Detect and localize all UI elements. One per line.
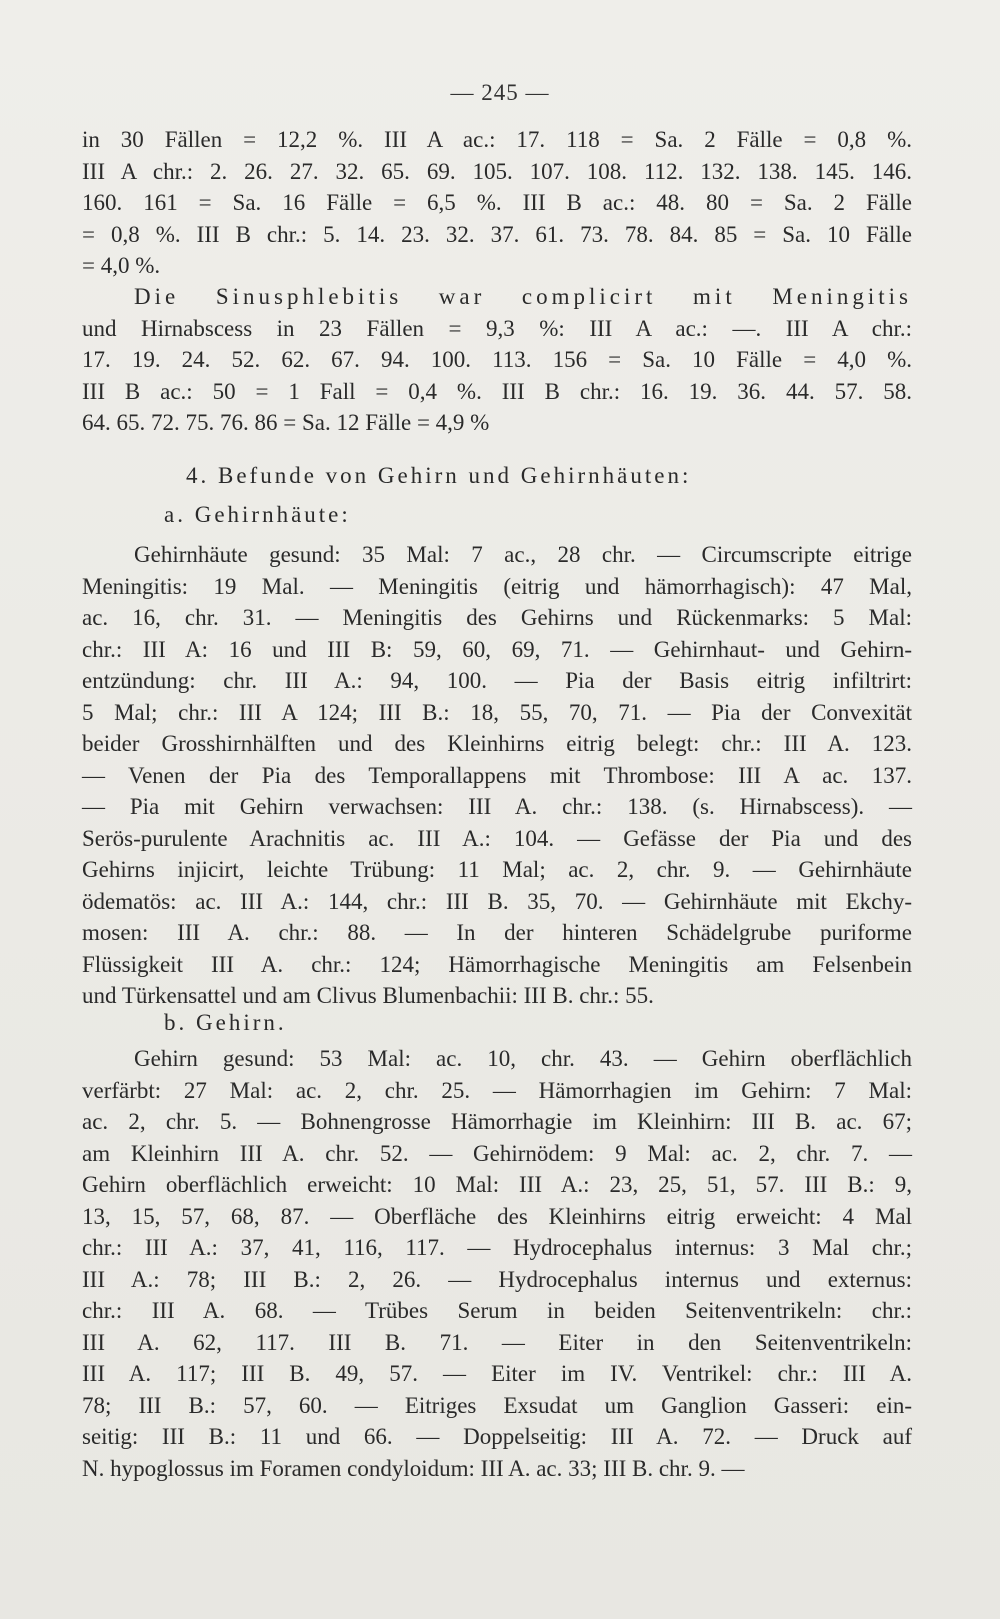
text-line: Serös-purulente Arachnitis ac. III A.: 104. — Gefässe der Pia und des bbox=[82, 825, 912, 851]
text-line: Gehirn gesund: 53 Mal: ac. 10, chr. 43. — Gehirn oberflächlich bbox=[134, 1046, 912, 1071]
text-line: mosen: III A. chr.: 88. — In der hinteren Schädelgrube puriforme bbox=[82, 920, 912, 945]
section-heading: 4. Befunde von Gehirn und Gehirnhäuten: bbox=[186, 463, 692, 488]
text-line: 64. 65. 72. 75. 76. 86 = Sa. 12 Fälle = 4,9 % bbox=[82, 410, 490, 435]
text-line: 17. 19. 24. 52. 62. 67. 94. 100. 113. 156 = Sa. 10 Fälle = 4,0 %. bbox=[82, 347, 912, 372]
text-line: und Hirnabscess in 23 Fällen = 9,3 %: III A ac.: —. III A chr.: bbox=[82, 315, 912, 341]
text-line: III A.: 78; III B.: 2, 26. — Hydrocephalus internus und externus: bbox=[82, 1266, 912, 1292]
text-line: — Pia mit Gehirn verwachsen: III A. chr.: 138. (s. Hirnabscess). — bbox=[82, 794, 912, 819]
text-line: III A. 62, 117. III B. 71. — Eiter in den Seitenventrikeln: bbox=[82, 1329, 912, 1355]
text-line: 160. 161 = Sa. 16 Fälle = 6,5 %. III B ac.: 48. 80 = Sa. 2 Fälle bbox=[82, 190, 912, 215]
text-line: III A chr.: 2. 26. 27. 32. 65. 69. 105. 107. 108. 112. 132. 138. 145. 146. bbox=[82, 158, 912, 184]
paragraph-statistics-continued bbox=[82, 124, 912, 282]
text-line: chr.: III A: 16 und III B: 59, 60, 69, 71. — Gehirnhaut- und Gehirn- bbox=[82, 636, 912, 662]
subsection-heading-brain: b. Gehirn. bbox=[164, 1010, 287, 1035]
text-line: entzündung: chr. III A.: 94, 100. — Pia der Basis eitrig infiltrirt: bbox=[82, 668, 912, 693]
text-line: 13, 15, 57, 68, 87. — Oberfläche des Kleinhirns eitrig erweicht: 4 Mal bbox=[82, 1203, 912, 1229]
text-line: III A. 117; III B. 49, 57. — Eiter im IV. Ventrikel: chr.: III A. bbox=[82, 1361, 912, 1386]
text-line: N. hypoglossus im Foramen condyloidum: III A. ac. 33; III B. chr. 9. — bbox=[82, 1455, 745, 1481]
text-line: Gehirns injicirt, leichte Trübung: 11 Mal; ac. 2, chr. 9. — Gehirnhäute bbox=[82, 857, 912, 882]
text-line: am Kleinhirn III A. chr. 52. — Gehirnödem: 9 Mal: ac. 2, chr. 7. — bbox=[82, 1140, 912, 1166]
paragraph-brain bbox=[82, 1043, 912, 1484]
text-line: chr.: III A. 68. — Trübes Serum in beiden Seitenventrikeln: chr.: bbox=[82, 1298, 912, 1323]
paragraph-meninges bbox=[82, 539, 912, 1012]
text-line: = 4,0 %. bbox=[82, 253, 161, 278]
text-line: verfärbt: 27 Mal: ac. 2, chr. 25. — Hämorrhagien im Gehirn: 7 Mal: bbox=[82, 1077, 912, 1103]
text-line: Gehirnhäute gesund: 35 Mal: 7 ac., 28 chr. — Circumscripte eitrige bbox=[134, 542, 912, 567]
text-line: ac. 16, chr. 31. — Meningitis des Gehirns und Rückenmarks: 5 Mal: bbox=[82, 605, 912, 630]
text-line: 78; III B.: 57, 60. — Eitriges Exsudat um Ganglion Gasseri: ein- bbox=[82, 1392, 912, 1418]
subsection-heading-meninges: a. Gehirnhäute: bbox=[164, 502, 351, 527]
text-line: Meningitis: 19 Mal. — Meningitis (eitrig und hämorrhagisch): 47 Mal, bbox=[82, 573, 912, 599]
subsection-b-wrapper bbox=[82, 1007, 912, 1039]
page-number: — 245 — bbox=[450, 80, 550, 105]
text-line: III B ac.: 50 = 1 Fall = 0,4 %. III B chr.: 16. 19. 36. 44. 57. 58. bbox=[82, 378, 912, 404]
text-line: Die Sinusphlebitis war complicirt mit Meningitis bbox=[134, 284, 912, 309]
text-line: = 0,8 %. III B chr.: 5. 14. 23. 32. 37. 61. 73. 78. 84. 85 = Sa. 10 Fälle bbox=[82, 221, 912, 247]
text-line: Flüssigkeit III A. chr.: 124; Hämorrhagische Meningitis am Felsenbein bbox=[82, 951, 912, 977]
text-line: Gehirn oberflächlich erweicht: 10 Mal: III A.: 23, 25, 51, 57. III B.: 9, bbox=[82, 1172, 912, 1197]
section-heading-wrapper bbox=[82, 460, 912, 492]
text-line: ac. 2, chr. 5. — Bohnengrosse Hämorrhagie im Kleinhirn: III B. ac. 67; bbox=[82, 1109, 912, 1134]
text-line: beider Grosshirnhälften und des Kleinhirns eitrig belegt: chr.: III A. 123. bbox=[82, 731, 912, 756]
text-line: seitig: III B.: 11 und 66. — Doppelseitig: III A. 72. — Druck auf bbox=[82, 1424, 912, 1449]
text-line: in 30 Fällen = 12,2 %. III A ac.: 17. 118 = Sa. 2 Fälle = 0,8 %. bbox=[82, 127, 912, 152]
text-line: chr.: III A.: 37, 41, 116, 117. — Hydrocephalus internus: 3 Mal chr.; bbox=[82, 1235, 912, 1260]
paragraph-sinusphlebitis bbox=[82, 281, 912, 439]
text-line: und Türkensattel und am Clivus Blumenbachii: III B. chr.: 55. bbox=[82, 983, 654, 1008]
text-line: ödematös: ac. III A.: 144, chr.: III B. 35, 70. — Gehirnhäute mit Ekchy- bbox=[82, 888, 912, 914]
text-line: 5 Mal; chr.: III A 124; III B.: 18, 55, 70, 71. — Pia der Convexität bbox=[82, 699, 912, 725]
text-line: — Venen der Pia des Temporallappens mit Thrombose: III A ac. 137. bbox=[82, 762, 912, 788]
subsection-a-wrapper bbox=[82, 499, 912, 531]
